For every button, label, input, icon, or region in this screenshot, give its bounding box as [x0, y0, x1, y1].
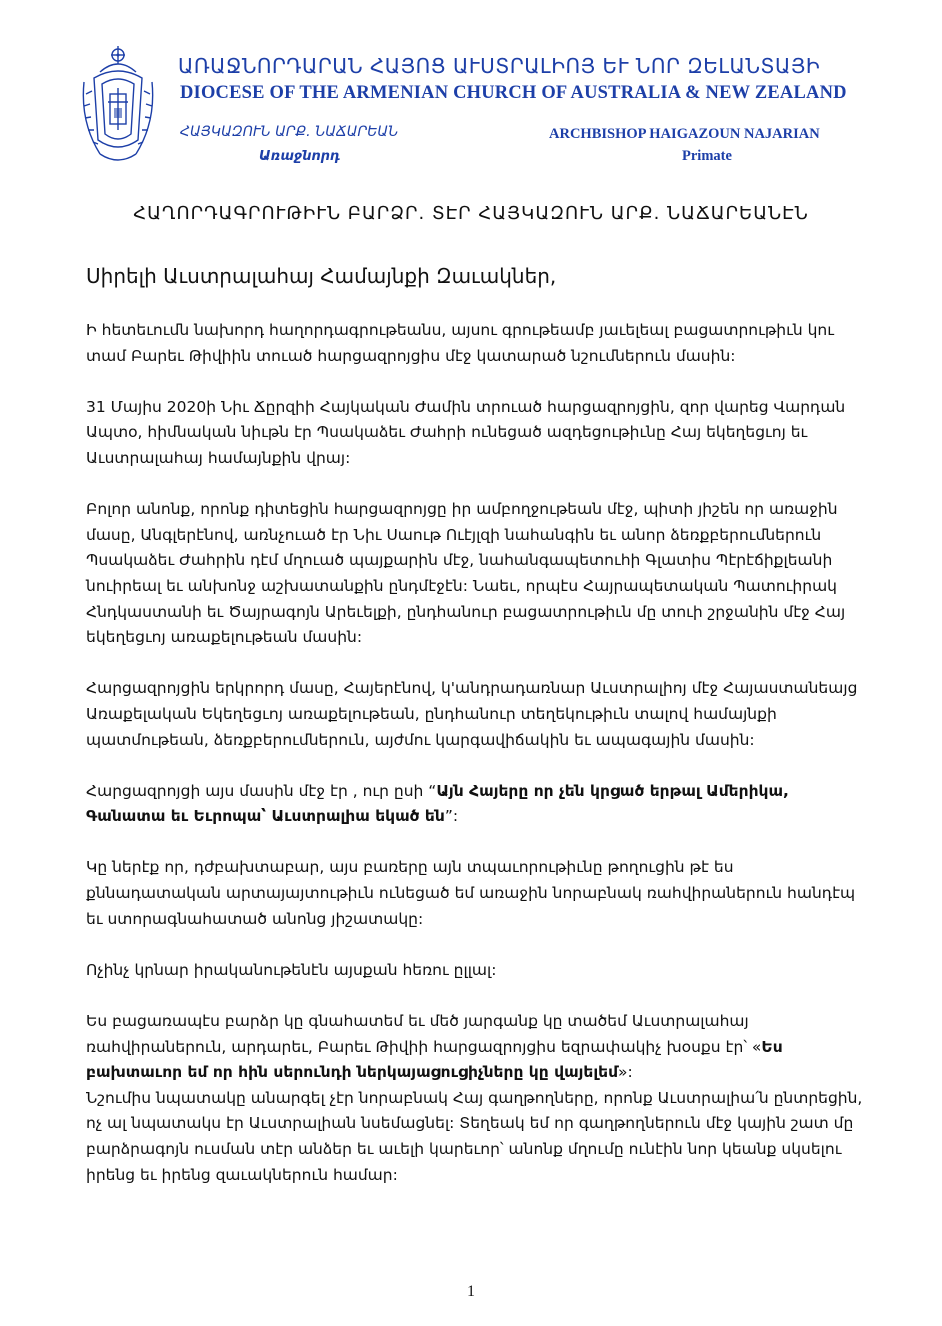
- archbishop-name-english: ARCHBISHOP HAIGAZOUN NAJARIAN: [549, 126, 820, 142]
- paragraph-5: [86, 779, 866, 830]
- paragraph-7: Ոչինչ կրնար իրականութենէն այսքան հեռու ըլլալ:: [86, 960, 497, 979]
- page-number: 1: [467, 1283, 475, 1300]
- primate-label-english: Primate: [682, 148, 732, 164]
- paragraph-2: 31 Մայիս 2020ի Նիւ Ճըրզիի Հայկական Ժամին տրուած հարցազրոյցին, զոր վարեց Վարդան Ապտօ, հիմնական նիւթն էր Պսակաձեւ Ժահրի ունեցած ազդեցութիւնը Հայ եկեղեցւոյ եւ Աւստրալահայ համայնքին վրայ:: [86, 397, 846, 467]
- paragraph-9: Նշումիս նպատակը անարգել չէր նորաբնակ Հայ գաղթողները, որոնք Աւստրալիա՛ն ընտրեցին, ոչ ալ նպատակս էր Աւստրալիան նսեմացնել: Տեղեակ եմ որ գաղթողներուն մէջ կային շատ մը բարձրագոյն ուսման տէր անձեր եւ աւելի կարեւոր՝ անոնք մղումը ունէին նոր կեանք սկսելու իրենց եւ իրենց զաւակներուն համար:: [86, 1088, 863, 1184]
- greeting: Սիրելի Աւստրալահայ Համայնքի Զաւակներ,: [86, 264, 557, 288]
- paragraph-6: Կը ներէք որ, դժբախտաբար, այս բառերը այն տպաւորութիւնը թողուցին թէ ես քննադատական արտայայտութիւն ունեցած եմ առաջին նորաբնակ ռահվիրաներուն հանդէպ եւ ստորագնահատած անոնց յիշատակը:: [86, 858, 856, 928]
- paragraph-8-tail: »:: [618, 1063, 633, 1082]
- paragraph-8: [86, 1009, 866, 1086]
- paragraph-3: Բոլոր անոնք, որոնք դիտեցին հարցազրոյցը իր ամբողջութեան մէջ, պիտի յիշեն որ առաջին մասը, Անգլերէնով, առնչուած էր Նիւ Սաութ Ուէյլզի նահանգին եւ անոր ձեռքբերումներուն Պսակաձեւ Ժահրին դէմ մղուած պայքարին մէջ, նահանգապետուհի Գլատիս Պէրէճիքլեանի նուիրեալ եւ անխոնջ աշխատանքին ընդմէջէն: Նաեւ, որպէս Հայրապետական Պատուիրակ Հնդկաստանի եւ Ծայրագոյն Արեւելքի, ընդհանուր բացատրութիւն մը տուի շրջանին մէջ Հայ եկեղեցւոյ առաքելութեան մասին:: [86, 500, 846, 647]
- document-title: ՀԱՂՈՐԴԱԳՐՈՒԹԻՒՆ ԲԱՐՁՐ. ՏԷՐ ՀԱՅԿԱԶՈՒՆ ԱՐՔ. ՆԱՃԱՐԵԱՆԷՆ: [133, 203, 809, 224]
- paragraph-5-lead: Հարցազրոյցի այս մասին մէջ էր , ուր ըսի “: [86, 781, 437, 800]
- paragraph-8-quote: Ես բախտաւոր եմ որ հին սերունդի ներկայացուցիչները կը վայելեմ: [86, 1037, 783, 1082]
- diocese-title-english: DIOCESE OF THE ARMENIAN CHURCH OF AUSTRALIA & NEW ZEALAND: [180, 83, 847, 103]
- paragraph-5-quote: Այն Հայերը որ չեն կրցած երթալ Ամերիկա, Գանատա եւ Եւրոպա՝ Աւստրալիա եկած են: [86, 781, 789, 826]
- paragraph-8-lead: Ես բացառապէս բարձր կը գնահատեմ եւ մեծ յարգանք կը տածեմ Աւստրալահայ ռահվիրաներուն, արդարեւ, Բարեւ Թիվիի հարցազրոյցիս եզրափակիչ խօսքս էր՝ «: [86, 1012, 762, 1056]
- diocese-title-armenian: ԱՌԱՋՆՈՐԴԱՐԱՆ ՀԱՅՈՑ ԱՒՍՏՐԱԼԻՈՅ ԵՒ ՆՈՐ ԶԵԼԱՆՏԱՅԻ: [178, 54, 821, 78]
- paragraph-1: Ի հետեւումն նախորդ հաղորդագրութեանս, այսու գրութեամբ յաւելեալ բացատրութիւն կու տամ Բարեւ Թիվիին տուած հարցազրոյցիս մէջ կատարած նշումներուն մասին:: [86, 321, 834, 365]
- primate-label-armenian: Առաջնորդ: [259, 149, 341, 164]
- paragraph-4: Հարցազրոյցին երկրորդ մասը, Հայերէնով, կ'անդրադառնար Աւստրալիոյ մէջ Հայաստանեայց Առաքելական Եկեղեցւոյ առաքելութեան, ընդհանուր տեղեկութիւն տալով համայնքի պատմութեան, ձեռքբերումներուն, այժմու կարգավիճակին եւ ապագային մասին:: [86, 679, 858, 749]
- diocese-emblem-logo: [78, 42, 158, 170]
- paragraph-5-tail: ”:: [444, 807, 459, 826]
- archbishop-name-armenian: ՀԱՅԿԱԶՈՒՆ ԱՐՔ. ՆԱՃԱՐԵԱՆ: [180, 124, 399, 140]
- letter-body: [86, 318, 866, 1214]
